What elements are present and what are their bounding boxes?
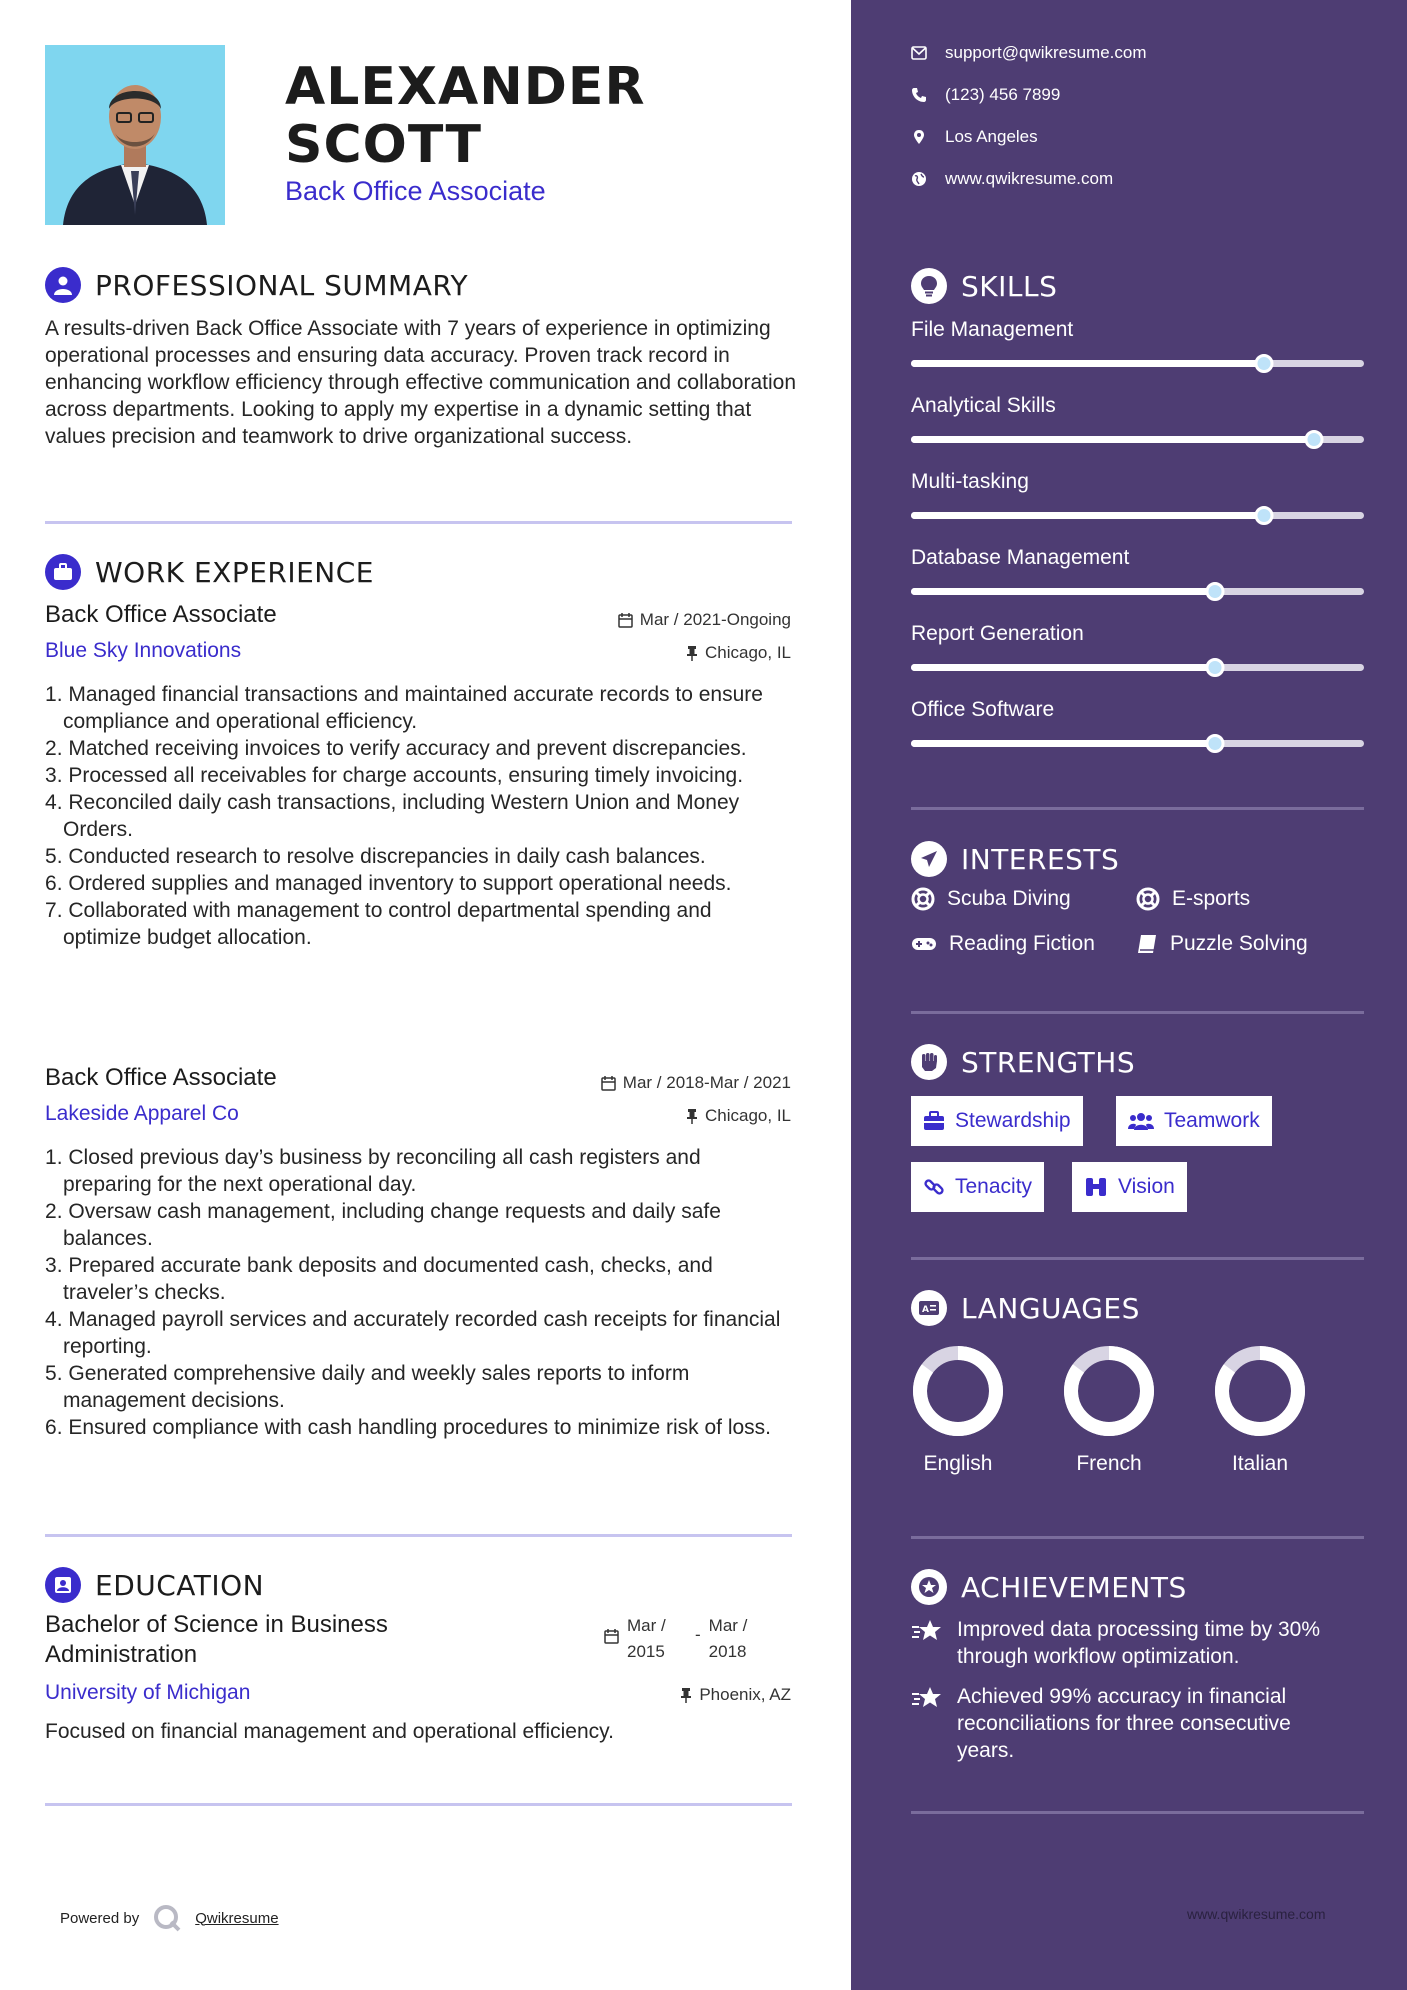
skill-bar-fill [911, 360, 1264, 367]
contact-phone[interactable] [911, 85, 1060, 105]
list-item: Oversaw cash management, including change requests and daily safe balances. [63, 1200, 721, 1250]
interest-label: Puzzle Solving [1170, 932, 1308, 955]
skill-label: Database Management [911, 546, 1130, 569]
binoculars-icon [1084, 1176, 1108, 1198]
pin-icon [686, 1108, 698, 1124]
interests-heading [911, 841, 1119, 877]
strength-label: Vision [1118, 1175, 1175, 1198]
skill-bar-fill [911, 588, 1215, 595]
interest-item [911, 932, 1095, 956]
language-label: English [923, 1452, 993, 1475]
list-item: Reconciled daily cash transactions, including Western Union and Money Orders. [63, 791, 740, 841]
divider [45, 521, 792, 524]
skill-bar [911, 360, 1364, 367]
education-location-text: Phoenix, AZ [699, 1685, 791, 1704]
list-item: Collaborated with management to control departmental spending and optimize budget allocation. [63, 899, 712, 949]
job-title: Back Office Associate [45, 1064, 277, 1091]
language-item [1205, 1343, 1315, 1476]
paper-plane-icon [911, 841, 947, 877]
skills-heading [911, 268, 1057, 304]
interest-label: E-sports [1172, 887, 1251, 910]
job-bullets [45, 1144, 795, 1441]
job-location [686, 643, 791, 663]
skill-bar-knob [1305, 430, 1324, 449]
work-heading [45, 554, 374, 590]
languages-heading [911, 1290, 1140, 1326]
candidate-role: Back Office Associate [285, 176, 546, 206]
divider [911, 1536, 1364, 1539]
star-icon [911, 1618, 943, 1644]
lightbulb-icon [911, 268, 947, 304]
calendar-icon [601, 1076, 616, 1091]
skill-bar-knob [1255, 354, 1274, 373]
work-title: WORK EXPERIENCE [95, 555, 374, 589]
lifebuoy-icon [1136, 887, 1160, 911]
language-icon [911, 1290, 947, 1326]
skill-bar [911, 664, 1364, 671]
phone-icon [911, 87, 927, 103]
list-item: Closed previous day’s business by reconciling all cash registers and preparing for the next operational day. [63, 1146, 701, 1196]
skill-bar-fill [911, 740, 1215, 747]
list-item: Managed financial transactions and maintained accurate records to ensure compliance and operational efficiency. [63, 683, 763, 733]
briefcase-icon [923, 1111, 945, 1131]
list-item: Generated comprehensive daily and weekly sales reports to inform management decisions. [63, 1362, 690, 1412]
link-icon [923, 1176, 945, 1198]
strengths-title: STRENGTHS [961, 1045, 1136, 1079]
interest-item [1136, 932, 1308, 956]
skill-bar [911, 588, 1364, 595]
sidebar [851, 0, 1407, 1990]
skill-label: Office Software [911, 698, 1055, 721]
job-dates-text: Mar / 2021-Ongoing [639, 610, 791, 629]
summary-title: PROFESSIONAL SUMMARY [95, 268, 469, 302]
skill-label: Multi-tasking [911, 470, 1029, 493]
achievements-title: ACHIEVEMENTS [961, 1570, 1187, 1604]
language-level-ring [910, 1343, 1006, 1439]
strength-chip [911, 1162, 1044, 1212]
skills-title: SKILLS [961, 269, 1058, 303]
skill-bar-knob [1205, 734, 1224, 753]
interest-label: Scuba Diving [947, 887, 1071, 910]
briefcase-icon [45, 554, 81, 590]
list-item: Matched receiving invoices to verify accuracy and prevent discrepancies. [68, 737, 747, 760]
contact-email-text: support@qwikresume.com [945, 43, 1147, 62]
name-line-1: ALEXANDER [285, 57, 646, 117]
education-end: Mar / 2018 [708, 1616, 748, 1661]
powered-by [60, 1904, 279, 1932]
education-heading [45, 1567, 264, 1603]
skill-label: Report Generation [911, 622, 1084, 645]
education-school: University of Michigan [45, 1681, 251, 1704]
user-icon [45, 267, 81, 303]
strength-chip [911, 1096, 1083, 1146]
skill-bar [911, 512, 1364, 519]
skill-bar-fill [911, 664, 1215, 671]
education-degree: Bachelor of Science in Business Administration [45, 1611, 388, 1668]
language-level-ring [1061, 1343, 1157, 1439]
skill-label: File Management [911, 318, 1074, 341]
strengths-heading [911, 1044, 1135, 1080]
pin-icon [680, 1687, 692, 1703]
envelope-icon [911, 46, 927, 60]
list-item: Prepared accurate bank deposits and documented cash, checks, and traveler’s checks. [63, 1254, 713, 1304]
interests-title: INTERESTS [961, 842, 1120, 876]
interest-label: Reading Fiction [949, 932, 1095, 955]
summary-text: A results-driven Back Office Associate with 7 years of experience in optimizing operational processes and ensuring data accuracy. Proven track record in enhancing workflow efficiency through effective communication and collaboration across departments. Looking to apply my expertise in a dynamic setting that values precision and teamwork to drive organizational success. [45, 317, 796, 448]
achievement-text: Improved data processing time by 30% through workflow optimization. [957, 1618, 1321, 1668]
contact-location-text: Los Angeles [945, 127, 1038, 146]
achievements-heading [911, 1569, 1187, 1605]
star-badge-icon [911, 1569, 947, 1605]
strength-label: Stewardship [955, 1109, 1071, 1132]
list-item: Managed payroll services and accurately recorded cash receipts for financial reporting. [63, 1308, 781, 1358]
skill-bar-knob [1255, 506, 1274, 525]
list-item: Conducted research to resolve discrepancies in daily cash balances. [68, 845, 706, 868]
calendar-icon [604, 1629, 619, 1644]
contact-phone-text: (123) 456 7899 [945, 85, 1061, 104]
contact-email[interactable] [911, 43, 1147, 63]
pin-icon [686, 645, 698, 661]
skill-bar-knob [1205, 582, 1224, 601]
languages-title: LANGUAGES [961, 1291, 1140, 1325]
contact-location [911, 127, 1038, 147]
map-pin-icon [911, 129, 927, 145]
name-line-2: SCOTT [285, 115, 482, 175]
gamepad-icon [911, 935, 937, 953]
divider [911, 1257, 1364, 1260]
qwikresume-logo-icon [153, 1904, 181, 1932]
lifebuoy-icon [911, 887, 935, 911]
divider [911, 807, 1364, 810]
education-title: EDUCATION [95, 1568, 265, 1602]
divider [45, 1534, 792, 1537]
language-item [903, 1343, 1013, 1476]
profile-photo [45, 45, 225, 225]
svg-text:A: A [922, 1305, 929, 1315]
powered-by-label: Powered by [60, 1909, 140, 1927]
list-item: Ordered supplies and managed inventory to support operational needs. [68, 872, 732, 895]
job-location-text: Chicago, IL [705, 1106, 791, 1125]
fist-icon [911, 1044, 947, 1080]
language-item [1054, 1343, 1164, 1476]
contact-website[interactable] [911, 169, 1113, 189]
contact-website-text: www.qwikresume.com [945, 169, 1114, 188]
language-label: French [1076, 1452, 1142, 1475]
job-location-text: Chicago, IL [705, 643, 791, 662]
skill-bar-fill [911, 436, 1314, 443]
achievement-item [911, 1683, 1351, 1764]
job-company: Lakeside Apparel Co [45, 1102, 239, 1125]
job-dates-text: Mar / 2018-Mar / 2021 [622, 1073, 791, 1092]
divider [911, 1811, 1364, 1814]
job-company: Blue Sky Innovations [45, 639, 242, 662]
book-icon [1136, 933, 1158, 955]
skill-bar-fill [911, 512, 1264, 519]
job-dates [601, 1073, 791, 1093]
education-dates: Mar / 2015 - Mar / 2018 [604, 1613, 769, 1665]
job-location [686, 1106, 791, 1126]
footer-website[interactable]: www.qwikresume.com [1187, 1906, 1326, 1922]
education-start: Mar / 2015 [627, 1616, 666, 1661]
star-icon [911, 1685, 943, 1711]
globe-icon [911, 171, 927, 187]
skill-label: Analytical Skills [911, 394, 1056, 417]
candidate-name [285, 58, 645, 174]
graduate-icon [45, 1567, 81, 1603]
divider [911, 1011, 1364, 1014]
strength-chip [1116, 1096, 1272, 1146]
achievement-item [911, 1616, 1351, 1670]
job-title: Back Office Associate [45, 601, 277, 628]
strength-label: Teamwork [1164, 1109, 1260, 1132]
job-dates [618, 610, 791, 630]
divider [45, 1803, 792, 1806]
education-description: Focused on financial management and operational efficiency. [45, 1720, 614, 1743]
skill-bar-knob [1205, 658, 1224, 677]
calendar-icon [618, 613, 633, 628]
language-label: Italian [1231, 1452, 1289, 1475]
list-item: Processed all receivables for charge accounts, ensuring timely invoicing. [68, 764, 744, 787]
achievement-text: Achieved 99% accuracy in financial reconciliations for three consecutive years. [957, 1685, 1291, 1762]
language-level-ring [1212, 1343, 1308, 1439]
skill-bar [911, 740, 1364, 747]
interest-item [911, 887, 1071, 911]
summary-heading [45, 267, 468, 303]
strength-label: Tenacity [955, 1175, 1033, 1198]
qwikresume-link[interactable]: Qwikresume [195, 1909, 279, 1927]
strength-chip [1072, 1162, 1187, 1212]
skill-bar [911, 436, 1364, 443]
interest-item [1136, 887, 1250, 911]
users-icon [1128, 1111, 1154, 1131]
job-bullets [45, 681, 795, 951]
list-item: Ensured compliance with cash handling procedures to minimize risk of loss. [68, 1416, 772, 1439]
education-location [680, 1685, 791, 1705]
